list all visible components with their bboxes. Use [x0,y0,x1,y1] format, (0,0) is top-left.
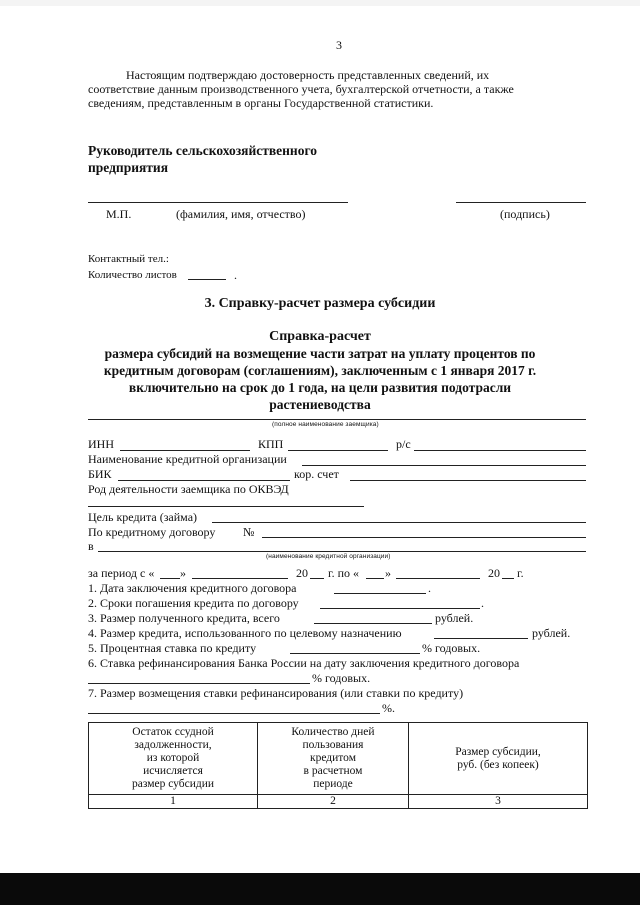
period-to-year-suffix: г. [517,566,524,580]
calc-title-line-3: кредитным договорам (соглашениям), заключенным с 1 января 2017 г. [103,363,537,378]
period-from-quote: » [180,566,186,580]
period-from-day-field[interactable] [160,578,180,579]
item-7-tail: %. [382,701,395,715]
signature-line [456,202,586,203]
inn-label: ИНН [88,437,114,451]
period-from-label: за период с « [88,566,155,580]
mp-label: М.П. [106,207,132,221]
item-2-label: 2. Сроки погашения кредита по договору [88,596,299,610]
item-2-tail: . [481,596,484,610]
period-to-year-field[interactable] [502,578,514,579]
sheets-count-label: Количество листов [88,269,177,281]
kpp-label: КПП [258,437,284,451]
contract-number-sign: № [243,525,255,539]
item-6-label: 6. Ставка рефинансирования Банка России на дату заключения кредитного договора [88,656,520,670]
calc-title-line-2: размера субсидий на возмещение части затрат на уплату процентов по [104,346,536,361]
sheets-count-field[interactable] [188,279,226,280]
contract-number-field[interactable] [262,537,586,538]
period-to-day-field[interactable] [366,578,384,579]
item-3-tail: рублей. [435,611,474,625]
contact-phone-label: Контактный тел.: [88,253,169,265]
period-to-label: г. по « [328,566,359,580]
purpose-label: Цель кредита (займа) [88,510,198,524]
intro-line-1: Настоящим подтверждаю достоверность представленных сведений, их [126,68,490,82]
head-title-line-2: предприятия [88,160,169,175]
okved-label: Род деятельности заемщика по ОКВЭД [88,482,289,496]
rs-field[interactable] [414,450,586,451]
bank-prefix: в [88,539,94,553]
credit-org-field[interactable] [302,465,586,466]
period-from-year-field[interactable] [310,578,324,579]
item-3-field[interactable] [314,623,432,624]
col-header-days: Количество дней пользования кредитом в расчетном периоде [258,723,409,795]
item-1-label: 1. Дата заключения кредитного договора [88,581,297,595]
kor-label: кор. счет [294,467,339,481]
table-header-row [89,723,588,795]
item-5-field[interactable] [290,653,420,654]
subsidy-calc-table [88,722,588,809]
kor-field[interactable] [350,480,586,481]
fio-line [88,202,348,203]
item-1-field[interactable] [334,593,426,594]
signature-caption: (подпись) [500,207,550,221]
item-4-tail: рублей. [532,626,571,640]
item-1-tail: . [428,581,431,595]
borrower-name-field[interactable] [88,419,586,420]
scan-edge-top [0,0,640,6]
period-from-year-prefix: 20 [296,566,308,580]
rs-label: р/с [396,437,411,451]
table-number-row [89,795,588,809]
col-header-balance: Остаток ссудной задолженности, из которой исчисляется размер субсидии [89,723,258,795]
col-number-3: 3 [409,795,588,809]
item-5-tail: % годовых. [422,641,481,655]
credit-org-label: Наименование кредитной организации [88,452,287,466]
calc-title-line-1: Справка-расчет [269,329,371,344]
item-6-field[interactable] [88,683,310,684]
inn-field[interactable] [120,450,250,451]
borrower-caption: (полное наименование заемщика) [272,421,379,428]
fio-caption: (фамилия, имя, отчество) [176,207,306,221]
head-title-line-1: Руководитель сельскохозяйственного [88,143,318,158]
item-6-tail: % годовых. [312,671,371,685]
col-number-2: 2 [258,795,409,809]
sheets-dot: . [234,268,237,282]
item-4-field[interactable] [434,638,528,639]
calc-title-line-5: растениеводства [269,397,371,412]
period-to-month-field[interactable] [396,578,480,579]
period-to-quote: » [385,566,391,580]
period-to-year-prefix: 20 [488,566,500,580]
intro-line-2: соответствие данным производственного учета, бухгалтерской отчетности, а также [88,82,514,96]
item-5-label: 5. Процентная ставка по кредиту [88,641,257,655]
item-2-field[interactable] [320,608,480,609]
intro-line-3: сведениям, представленным в органы Государственной статистики. [88,96,434,110]
period-from-month-field[interactable] [192,578,288,579]
scan-edge-bottom [0,873,640,905]
bank-caption: (наименование кредитной организации) [266,553,391,560]
kpp-field[interactable] [288,450,388,451]
bik-label: БИК [88,467,112,481]
calc-title-line-4: включительно на срок до 1 года, на цели развития подотрасли [128,380,512,395]
section-title: 3. Справку-расчет размера субсидии [204,296,436,311]
page-number: 3 [336,38,342,52]
col-number-1: 1 [89,795,258,809]
contract-label: По кредитному договору [88,525,216,539]
item-4-label: 4. Размер кредита, использованного по целевому назначению [88,626,402,640]
bik-field[interactable] [118,480,290,481]
bank-name-field[interactable] [98,551,586,552]
item-7-label: 7. Размер возмещения ставки рефинансирования (или ставки по кредиту) [88,686,464,700]
purpose-field[interactable] [212,522,586,523]
col-header-subsidy: Размер субсидии, руб. (без копеек) [409,723,588,795]
item-3-label: 3. Размер полученного кредита, всего [88,611,280,625]
item-7-field[interactable] [88,713,380,714]
okved-field[interactable] [88,506,364,507]
